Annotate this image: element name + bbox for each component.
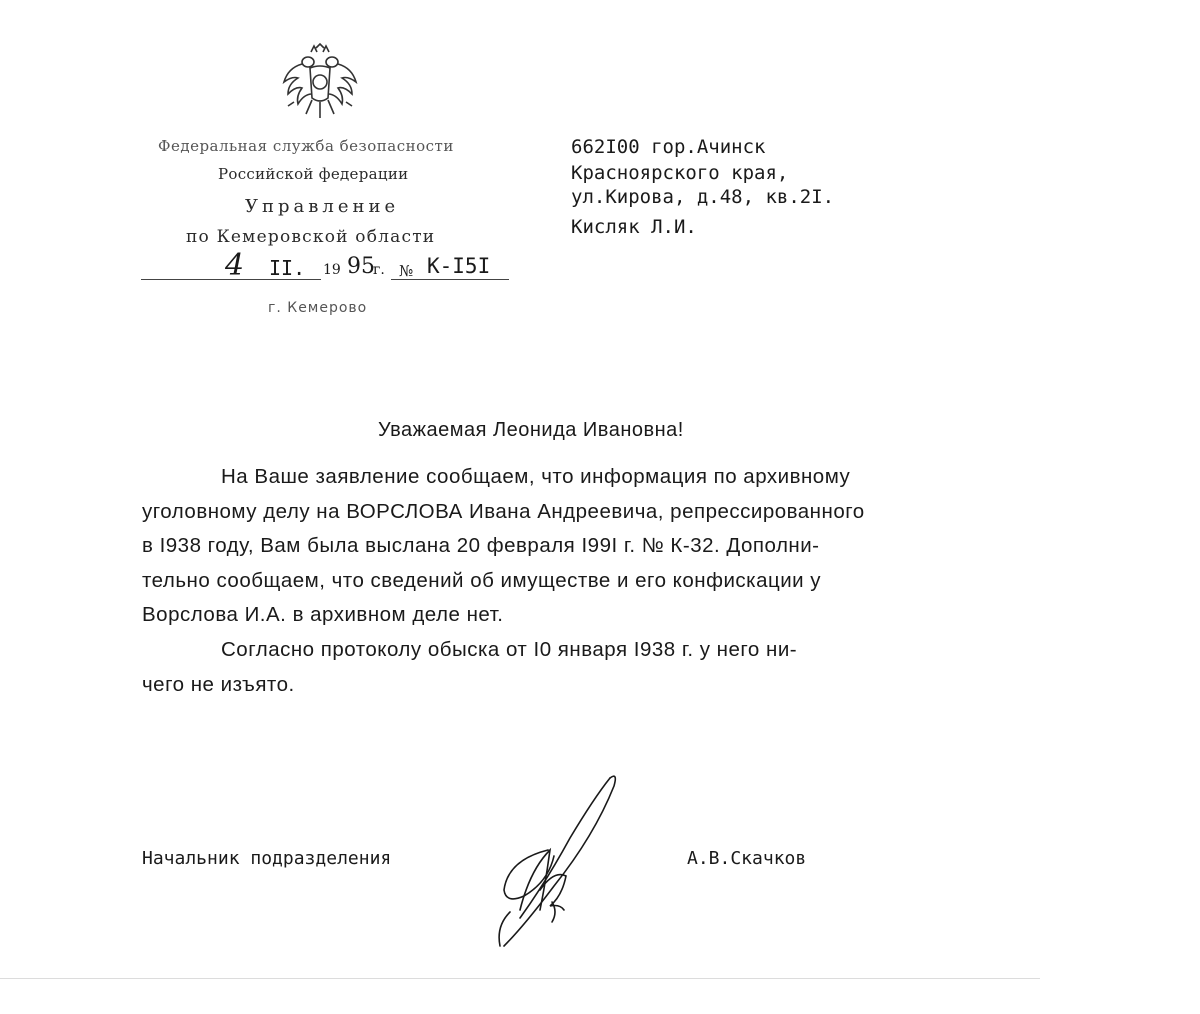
header-department: Управление — [245, 196, 400, 217]
letter-body — [142, 460, 962, 702]
date-day-handwritten: 4 — [225, 248, 245, 283]
handwritten-signature — [460, 770, 630, 950]
header-country: Российской федерации — [218, 165, 409, 183]
signatory-title: Начальник подразделения — [142, 848, 392, 869]
recipient-street: ул.Кирова, д.48, кв.2I. — [571, 186, 835, 208]
date-year-suffix: г. — [373, 262, 385, 278]
body-line: тельно сообщаем, что сведений об имуществе и его конфискации у — [142, 568, 822, 592]
date-number-line — [141, 250, 509, 284]
recipient-postcode-city: 662I00 гор.Ачинск — [571, 136, 766, 158]
double-headed-eagle-emblem-icon — [278, 42, 362, 126]
recipient-name: Кисляк Л.И. — [571, 216, 697, 238]
scan-edge — [0, 978, 1040, 979]
date-year-prefix: 19 — [323, 262, 341, 278]
date-year: 95 — [347, 254, 375, 279]
body-line: в I938 году, Вам была выслана 20 февраля I99I г. № К-32. Дополни- — [142, 534, 820, 558]
salutation: Уважаемая Леонида Ивановна! — [378, 419, 684, 441]
document-number: К-I5I — [427, 254, 491, 278]
header-region: по Кемеровской области — [186, 227, 436, 247]
body-line: Согласно протоколу обыска от I0 января I938 г. у него ни- — [221, 637, 798, 661]
body-line: уголовному делу на ВОРСЛОВА Ивана Андреевича, репрессированного — [142, 499, 865, 523]
header-city: г. Кемерово — [268, 300, 368, 316]
body-line: На Ваше заявление сообщаем, что информация по архивному — [221, 465, 851, 488]
body-line: чего не изъято. — [142, 672, 295, 696]
header-agency: Федеральная служба безопасности — [158, 137, 454, 155]
recipient-region: Красноярского края, — [571, 162, 789, 184]
number-sign: № — [399, 262, 414, 280]
body-line: Ворслова И.А. в архивном деле нет. — [142, 603, 504, 627]
signatory-name: А.В.Скачков — [687, 848, 807, 869]
date-month: II. — [269, 256, 306, 280]
